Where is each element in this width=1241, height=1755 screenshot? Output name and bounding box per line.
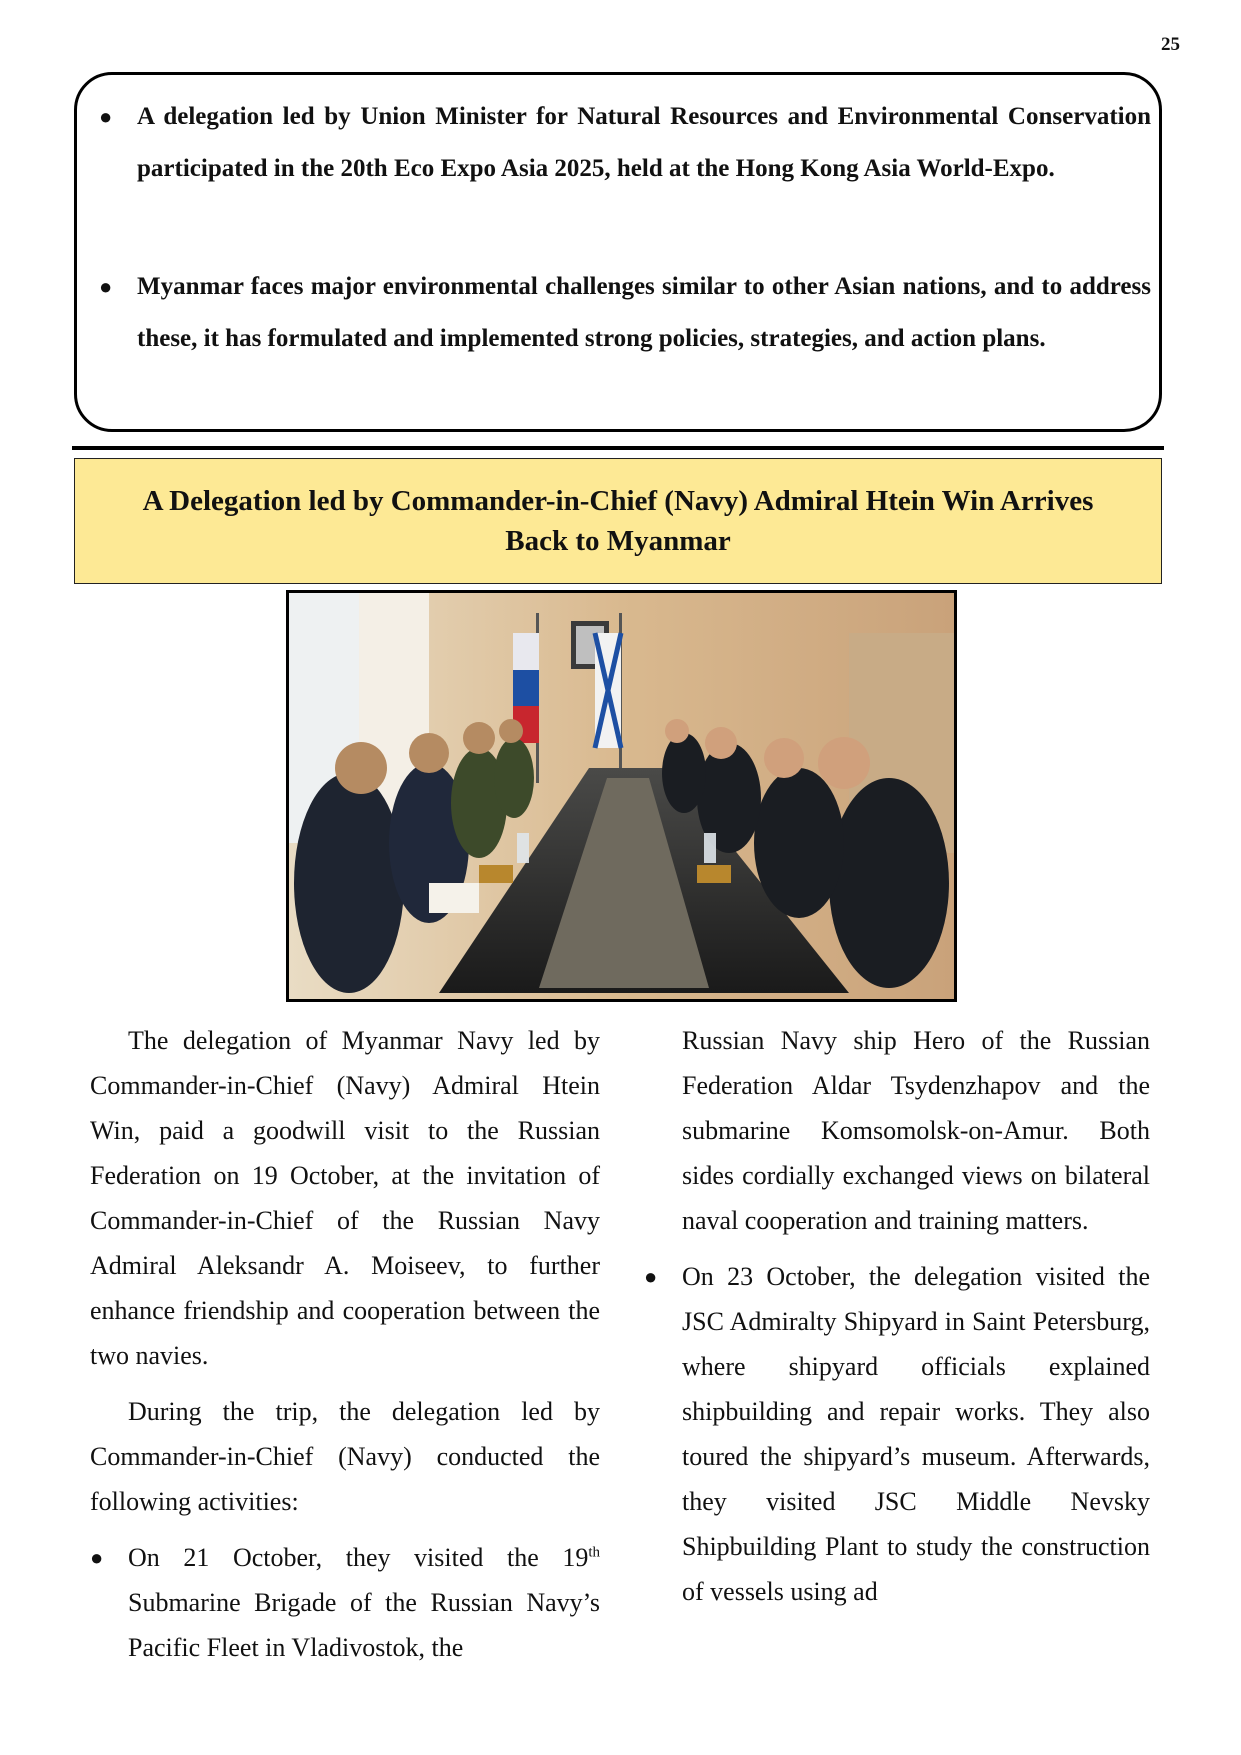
ordinal-suffix: th [588,1544,600,1561]
headline-line-2: Back to Myanmar [505,525,731,557]
bullet-text: On 23 October, the delegation visited the JSC Admiralty Shipyard in Saint Petersburg, where shipyard officials explained shipbuilding and repair works. They also toured the shipyard’s museum. Afterwards, they visited JSC Middle Nevsky Shipbuilding Plant to study the construction of vessels using ad [682,1262,1150,1606]
page-number: 25 [1161,34,1180,55]
section-divider [72,446,1164,450]
article-headline [98,481,1138,561]
article-paragraph: During the trip, the delegation led by Commander-in-Chief (Navy) conducted the following activities: [90,1397,600,1516]
summary-item [99,91,1151,195]
summary-text: A delegation led by Union Minister for Natural Resources and Environmental Conservation participated in the 20th Eco Expo Asia 2025, held at the Hong Kong Asia World-Expo. [137,103,1151,182]
activity-bullet [644,1254,1150,1614]
bullet-icon: ● [99,274,113,299]
bullet-continuation-text: Russian Navy ship Hero of the Russian Federation Aldar Tsydenzhapov and the submarine Komsomolsk-on-Amur. Both sides cordially exchanged views on bilateral naval cooperation and training matters. [682,1026,1150,1235]
activity-bullet [90,1535,600,1670]
article-column-left [90,1018,600,1670]
bullet-text-start: On 21 October, they visited the 19 [128,1543,589,1572]
bullet-text-end: Submarine Brigade of the Russian Navy’s Pacific Fleet in Vladivostok, the [128,1588,600,1662]
bullet-icon: ● [644,1264,658,1289]
activity-bullet-continued [644,1018,1150,1243]
summary-text: Myanmar faces major environmental challenges similar to other Asian nations, and to address these, it has formulated and implemented strong policies, strategies, and action plans. [137,273,1151,352]
article-column-right [644,1018,1150,1614]
headline-banner [74,458,1162,584]
summary-item [99,261,1151,365]
article-paragraph: The delegation of Myanmar Navy led by Commander-in-Chief (Navy) Admiral Htein Win, paid a goodwill visit to the Russian Federation on 19 October, at the invitation of Commander-in-Chief of the Russian Navy Admiral Aleksandr A. Moiseev, to further enhance friendship and cooperation between the two navies. [90,1026,600,1370]
summary-box [74,72,1162,432]
meeting-photo-illustration [289,593,954,999]
bullet-icon: ● [99,104,113,129]
meeting-photo [286,590,957,1002]
bullet-icon: ● [90,1545,104,1570]
headline-line-1: A Delegation led by Commander-in-Chief (Navy) Admiral Htein Win Arrives [142,485,1094,517]
